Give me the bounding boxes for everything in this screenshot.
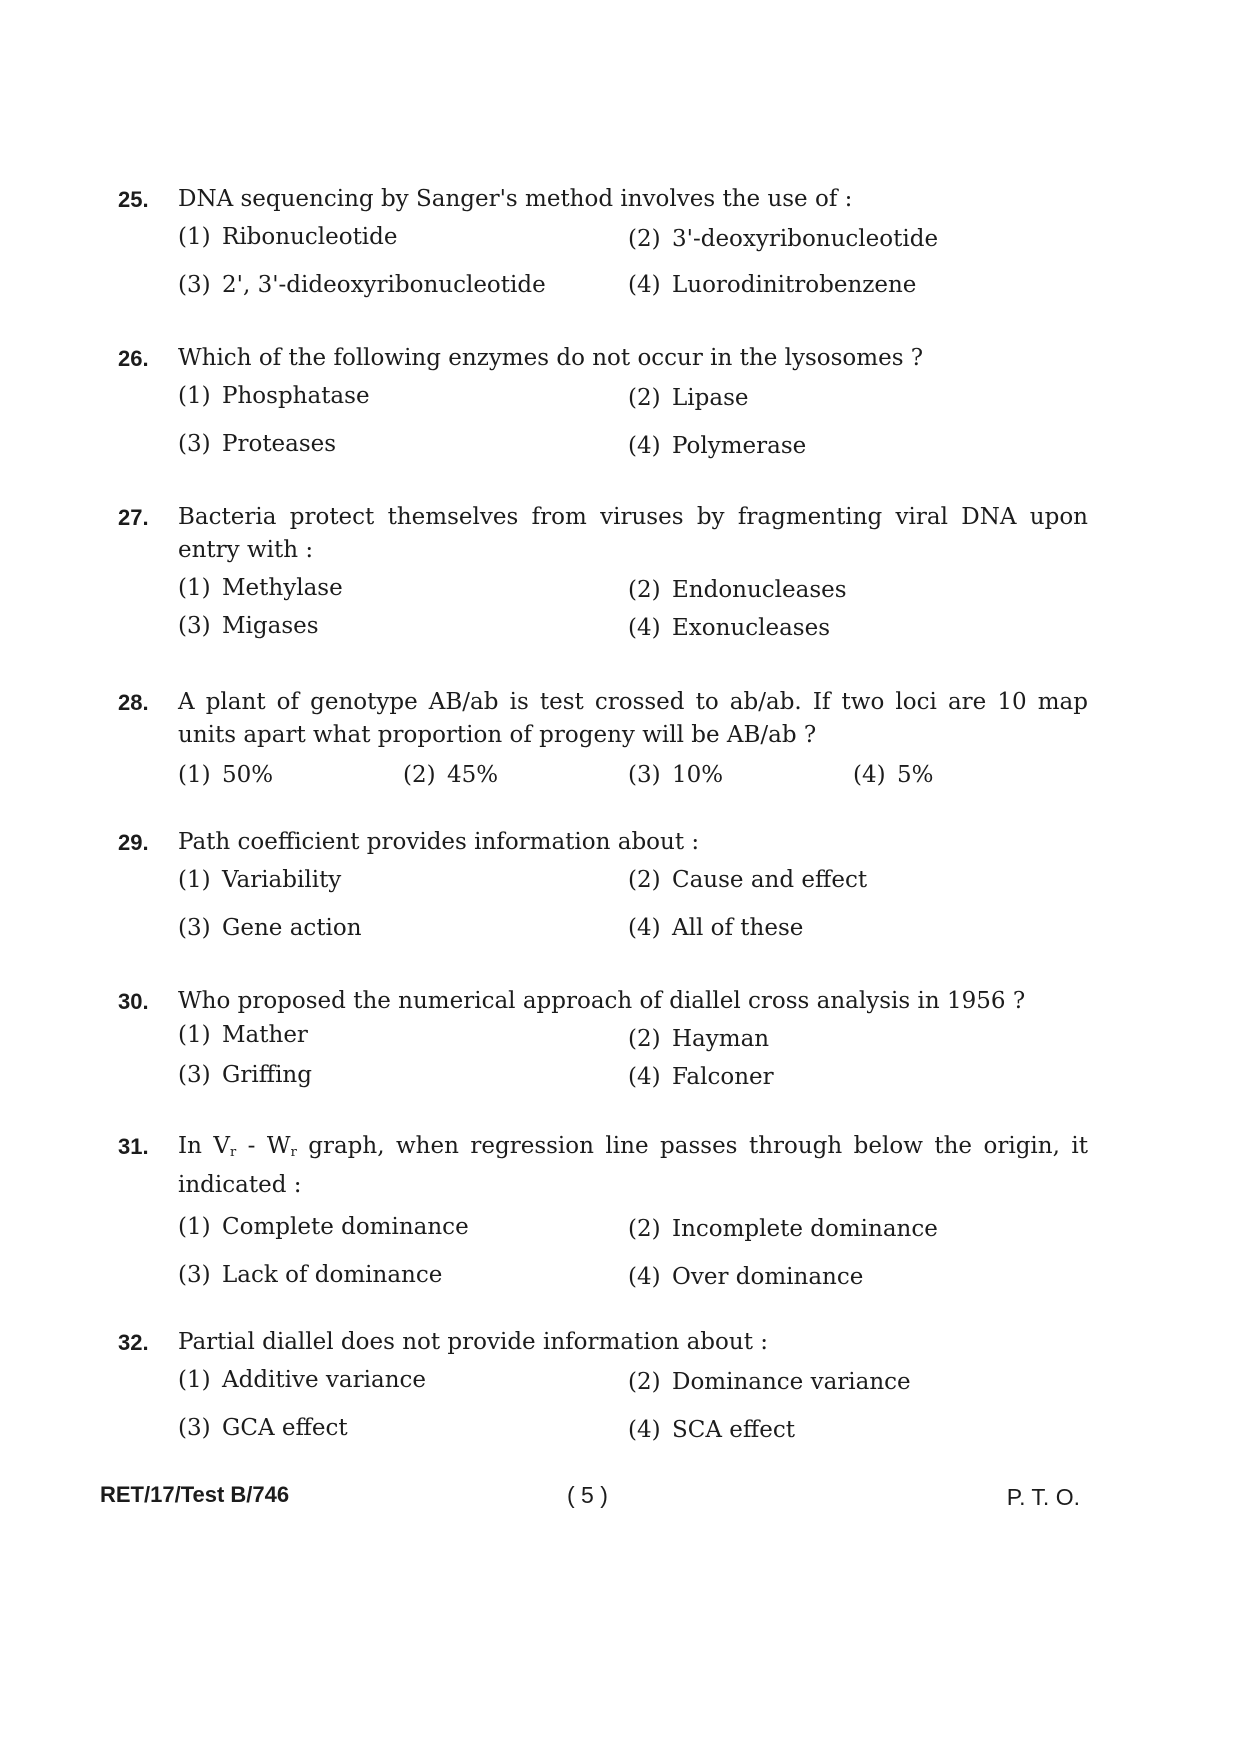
question-text: A plant of genotype AB/ab is test crossed to ab/ab. If two loci are 10 map units apart what proportion of progeny will be AB/ab ? xyxy=(178,689,1088,748)
options-list xyxy=(178,375,1088,471)
option-4: (4) Over dominance xyxy=(628,1264,864,1290)
question-number: 27. xyxy=(118,505,149,530)
please-turn-over: P. T. O. xyxy=(1006,1484,1080,1510)
option-2: (2) 3'-deoxyribonucleotide xyxy=(628,226,939,252)
question-number: 31. xyxy=(118,1134,149,1159)
option-3: (3) Griffing xyxy=(178,1062,312,1088)
question-text: Bacteria protect themselves from viruses by fragmenting viral DNA upon entry with : xyxy=(178,504,1088,563)
option-1: (1) Methylase xyxy=(178,575,343,601)
question-text: Who proposed the numerical approach of diallel cross analysis in 1956 ? xyxy=(178,988,1026,1014)
option-4: (4) All of these xyxy=(628,915,804,941)
option-1: (1) Additive variance xyxy=(178,1367,427,1393)
option-2: (2) 45% xyxy=(403,762,499,788)
option-3: (3) GCA effect xyxy=(178,1415,348,1441)
option-2: (2) Lipase xyxy=(628,385,749,411)
question-number: 32. xyxy=(118,1330,149,1355)
question-number: 28. xyxy=(118,690,149,715)
option-3: (3) Migases xyxy=(178,613,319,639)
option-3: (3) Gene action xyxy=(178,915,362,941)
options-list xyxy=(178,1018,1088,1104)
options-list xyxy=(178,1202,1088,1298)
question-text: In $V_r - W_r$ graph, when regression line passes through below the origin, it indicated : xyxy=(178,1133,1088,1198)
option-4: (4) Exonucleases xyxy=(628,615,831,641)
options-list xyxy=(178,859,1088,955)
options-list xyxy=(178,752,1088,802)
question-28 xyxy=(118,686,1088,802)
question-26 xyxy=(118,342,1088,471)
option-1: (1) Complete dominance xyxy=(178,1214,469,1240)
option-4: (4) 5% xyxy=(853,762,934,788)
paper-code: RET/17/Test B/746 xyxy=(100,1482,290,1507)
question-text: DNA sequencing by Sanger's method involves the use of : xyxy=(178,186,853,212)
options-list xyxy=(178,216,1088,312)
question-number: 29. xyxy=(118,830,149,855)
option-3: (3) 10% xyxy=(628,762,724,788)
option-2: (2) Cause and effect xyxy=(628,867,868,893)
option-1: (1) Variability xyxy=(178,867,342,893)
option-3: (3) Proteases xyxy=(178,431,337,457)
page-footer xyxy=(100,1482,1080,1516)
options-list xyxy=(178,1359,1088,1455)
question-number: 30. xyxy=(118,989,149,1014)
question-25 xyxy=(118,183,1088,312)
question-32 xyxy=(118,1326,1088,1455)
option-4: (4) Luorodinitrobenzene xyxy=(628,272,917,298)
option-4: (4) SCA effect xyxy=(628,1417,795,1443)
option-1: (1) 50% xyxy=(178,762,274,788)
option-2: (2) Incomplete dominance xyxy=(628,1216,938,1242)
question-27 xyxy=(118,501,1088,653)
option-3: (3) 2', 3'-dideoxyribonucleotide xyxy=(178,272,546,298)
option-1: (1) Phosphatase xyxy=(178,383,370,409)
option-4: (4) Falconer xyxy=(628,1064,774,1090)
question-text: Which of the following enzymes do not occur in the lysosomes ? xyxy=(178,345,924,371)
question-number: 25. xyxy=(118,187,149,212)
option-4: (4) Polymerase xyxy=(628,433,807,459)
option-1: (1) Ribonucleotide xyxy=(178,224,398,250)
question-number: 26. xyxy=(118,346,149,371)
question-31 xyxy=(118,1130,1088,1298)
option-2: (2) Endonucleases xyxy=(628,577,847,603)
options-list xyxy=(178,567,1088,653)
option-1: (1) Mather xyxy=(178,1022,308,1048)
question-text: Path coefficient provides information about : xyxy=(178,829,700,855)
option-2: (2) Dominance variance xyxy=(628,1369,911,1395)
question-29 xyxy=(118,826,1088,955)
option-2: (2) Hayman xyxy=(628,1026,770,1052)
page-number: ( 5 ) xyxy=(567,1482,608,1508)
question-30 xyxy=(118,985,1088,1104)
option-3: (3) Lack of dominance xyxy=(178,1262,443,1288)
question-text: Partial diallel does not provide information about : xyxy=(178,1329,768,1355)
